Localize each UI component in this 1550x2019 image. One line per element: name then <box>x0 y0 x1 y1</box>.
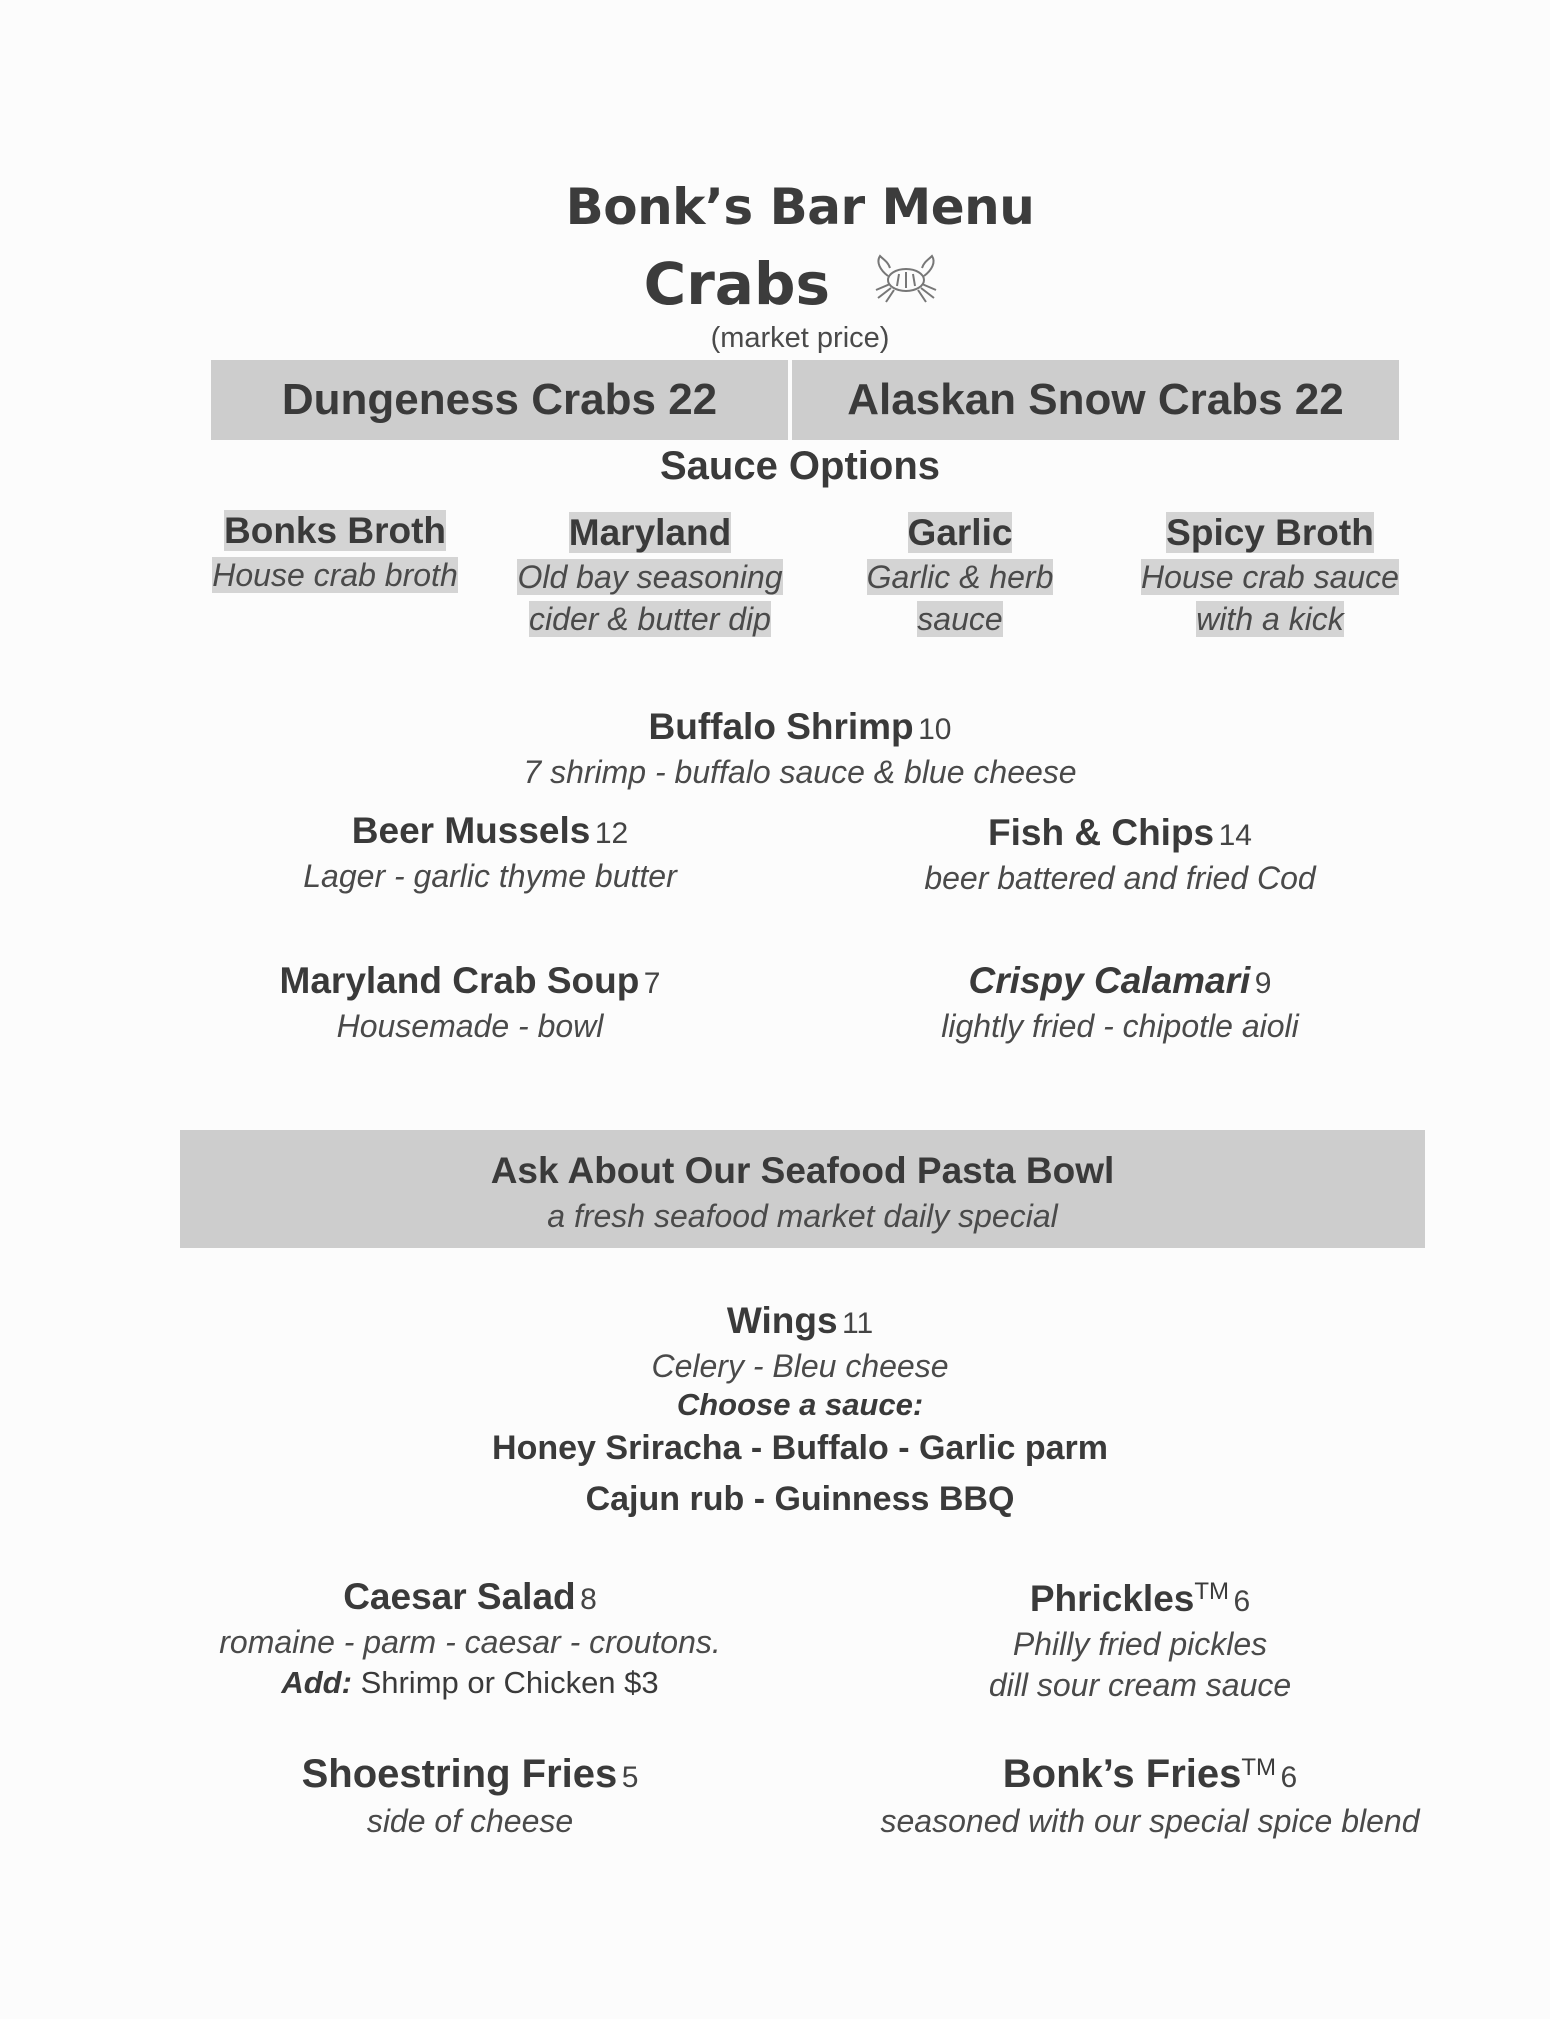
menu-item-bonks-fries <box>860 1752 1440 1840</box>
item-price: 6 <box>1280 1761 1298 1794</box>
item-name: Phrickles <box>1029 1578 1195 1619</box>
item-name: Caesar Salad <box>343 1576 576 1617</box>
caesar-add-line <box>170 1665 770 1701</box>
item-desc: beer battered and fried Cod <box>924 860 1316 896</box>
sauce-name: Garlic <box>907 512 1013 553</box>
dungeness-crabs-label: Dungeness Crabs 22 <box>281 375 718 424</box>
item-price: 7 <box>643 967 661 1000</box>
item-desc: dill sour cream sauce <box>988 1667 1292 1703</box>
market-price-note: (market price) <box>710 322 890 354</box>
choose-sauce-label: Choose a sauce: <box>676 1387 924 1422</box>
crab-icon <box>866 250 946 306</box>
sauce-name: Maryland <box>568 512 732 553</box>
item-price: 11 <box>841 1307 874 1340</box>
item-name: Buffalo Shrimp <box>648 706 914 747</box>
trademark-mark: TM <box>1194 1578 1230 1605</box>
item-price: 8 <box>580 1583 597 1616</box>
sauce-desc: with a kick <box>1196 601 1344 637</box>
sauce-desc: House crab sauce <box>1141 559 1399 595</box>
sauce-name: Bonks Broth <box>224 510 446 551</box>
sauce-option-bonks-broth <box>195 508 475 596</box>
item-name: Maryland Crab Soup <box>279 960 640 1001</box>
item-name: Fish & Chips <box>988 812 1215 853</box>
menu-item-buffalo-shrimp <box>0 706 1550 791</box>
item-desc: seasoned with our special spice blend <box>880 1803 1420 1839</box>
crabs-heading: Crabs <box>643 250 830 318</box>
item-name: Shoestring Fries <box>301 1752 618 1796</box>
sauce-option-spicy-broth <box>1120 510 1420 640</box>
sauce-desc: Garlic & herb <box>866 559 1054 595</box>
sauce-desc: sauce <box>917 601 1003 637</box>
sauce-desc: House crab broth <box>212 557 458 593</box>
item-price: 9 <box>1254 967 1272 1000</box>
wing-sauces-line-1: Honey Sriracha - Buffalo - Garlic parm <box>492 1429 1108 1467</box>
item-price: 6 <box>1233 1585 1251 1618</box>
add-label: Add: <box>281 1665 352 1700</box>
item-price: 5 <box>621 1761 639 1794</box>
special-title: Ask About Our Seafood Pasta Bowl <box>490 1150 1115 1191</box>
sauce-name: Spicy Broth <box>1166 512 1374 553</box>
item-name: Bonk’s Fries <box>1002 1752 1242 1796</box>
sauce-option-garlic <box>845 510 1075 640</box>
item-desc: side of cheese <box>366 1803 574 1839</box>
item-name: Beer Mussels <box>351 810 591 851</box>
item-price: 12 <box>594 817 629 850</box>
sauce-options-title: Sauce Options <box>659 444 941 488</box>
item-desc: romaine - parm - caesar - croutons. <box>219 1624 721 1660</box>
dungeness-crabs-band <box>211 360 788 440</box>
item-price: 14 <box>1218 819 1252 852</box>
item-desc: Philly fried pickles <box>1012 1626 1268 1662</box>
menu-item-shoestring-fries <box>220 1752 720 1840</box>
menu-item-wings <box>0 1300 1550 1519</box>
sauce-desc: cider & butter dip <box>529 601 771 637</box>
snow-crabs-band <box>792 360 1399 440</box>
item-name: Crispy Calamari <box>968 960 1251 1001</box>
menu-item-caesar-salad <box>170 1576 770 1701</box>
special-desc: a fresh seafood market daily special <box>547 1198 1058 1234</box>
item-price: 10 <box>918 713 952 746</box>
item-desc: Housemade - bowl <box>336 1008 604 1044</box>
item-name: Wings <box>726 1300 838 1341</box>
sauce-option-maryland <box>500 510 800 640</box>
menu-item-calamari <box>880 960 1360 1045</box>
special-band <box>180 1130 1425 1248</box>
add-text: Shrimp or Chicken $3 <box>351 1665 659 1700</box>
menu-item-beer-mussels <box>250 810 730 895</box>
item-desc: 7 shrimp - buffalo sauce & blue cheese <box>523 754 1077 790</box>
menu-title: Bonk’s Bar Menu <box>565 178 1035 236</box>
trademark-mark: TM <box>1241 1754 1277 1781</box>
wing-sauces-line-2: Cajun rub - Guinness BBQ <box>585 1480 1015 1518</box>
item-desc: lightly fried - chipotle aioli <box>941 1008 1299 1044</box>
item-desc: Lager - garlic thyme butter <box>303 858 677 894</box>
menu-item-crab-soup <box>230 960 710 1045</box>
sauce-desc: Old bay seasoning <box>517 559 783 595</box>
snow-crabs-label: Alaskan Snow Crabs 22 <box>847 375 1344 424</box>
item-desc: Celery - Bleu cheese <box>651 1348 949 1384</box>
menu-item-phrickles <box>900 1578 1380 1704</box>
menu-item-fish-chips <box>880 812 1360 897</box>
